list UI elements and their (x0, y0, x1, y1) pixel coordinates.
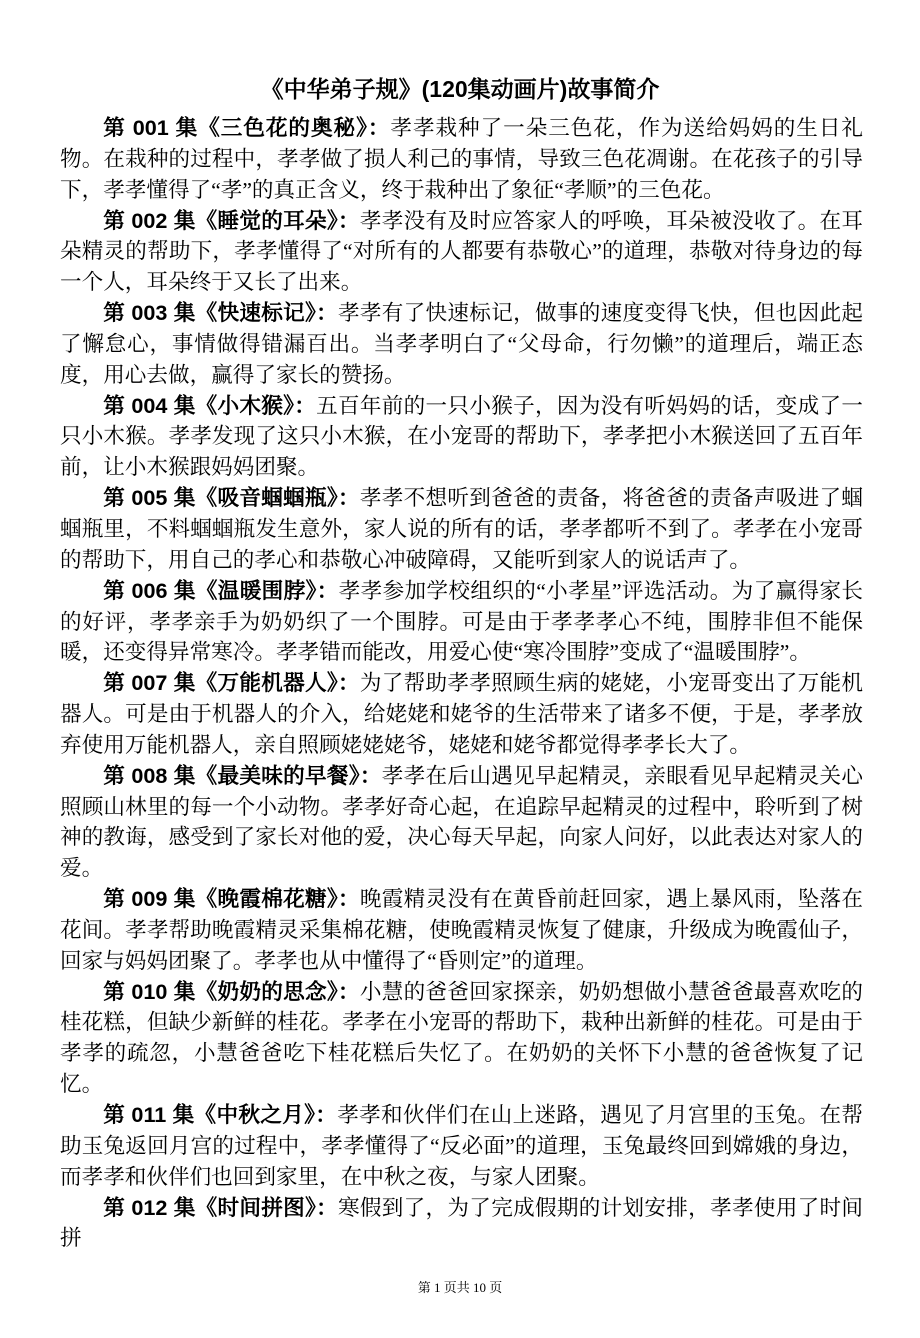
episode-summary: 孝孝栽种了一朵三色花，作为送给妈妈的生日礼物。在栽种的过程中，孝孝做了损人利己的事情，导致三色花凋谢。在花孩子的引导下，孝孝懂得了“孝”的真正含义，终于栽种出了象征“孝顺”的三色花。 (60, 116, 863, 202)
page-number: 第 1 页共 10 页 (417, 1280, 503, 1296)
episode-summary: 孝孝不想听到爸爸的责备，将爸爸的责备声吸进了蝈蝈瓶里，不料蝈蝈瓶发生意外，家人说的所有的话，孝孝都听不到了。孝孝在小宠哥的帮助下，用自己的孝心和恭敬心冲破障碍，又能听到家人的说话声了。 (60, 486, 863, 572)
episode-summary: 孝孝没有及时应答家人的呼唤，耳朵被没收了。在耳朵精灵的帮助下，孝孝懂得了“对所有的人都要有恭敬心”的道理，恭敬对待身边的每一个人，耳朵终于又长了出来。 (60, 208, 863, 295)
document-title: 《中华弟子规》(120集动画片)故事简介 (260, 76, 660, 102)
episode-008 (60, 761, 863, 884)
episode-summary: 孝孝在后山遇见早起精灵，亲眼看见早起精灵关心照顾山林里的每一个小动物。孝孝好奇心起，在追踪早起精灵的过程中，聆听到了树神的教诲，感受到了家长对他的爱，决心每天早起，向家人问好，以此表达对家人的爱。 (60, 763, 863, 881)
episode-heading: 第 005 集《吸音蝈蝈瓶》： (103, 485, 360, 511)
episode-005 (60, 483, 863, 576)
episode-summary: 孝孝和伙伴们在山上迷路，遇见了月宫里的玉兔。在帮助玉兔返回月宫的过程中，孝孝懂得了“反必面”的道理，玉兔最终回到嫦娥的身边，而孝孝和伙伴们也回到家里，在中秋之夜，与家人团聚。 (60, 1103, 863, 1189)
episode-summary: 晚霞精灵没有在黄昏前赶回家，遇上暴风雨，坠落在花间。孝孝帮助晚霞精灵采集棉花糖，使晚霞精灵恢复了健康，升级成为晚霞仙子，回家与妈妈团聚了。孝孝也从中懂得了“昏则定”的道理。 (60, 887, 863, 973)
episode-list (60, 113, 863, 1254)
episode-summary: 寒假到了，为了完成假期的计划安排，孝孝使用了时间拼 (60, 1195, 863, 1251)
episode-heading: 第 007 集《万能机器人》： (103, 670, 360, 696)
episode-001 (60, 113, 863, 206)
episode-heading: 第 002 集《睡觉的耳朵》： (103, 207, 360, 233)
episode-summary: 为了帮助孝孝照顾生病的姥姥，小宠哥变出了万能机器人。可是由于机器人的介入，给姥姥和姥爷的生活带来了诸多不便，于是，孝孝放弃使用万能机器人，亲自照顾姥姥姥爷，姥姥和姥爷都觉得孝孝长大了。 (60, 671, 863, 757)
episode-summary: 孝孝参加学校组织的“小孝星”评选活动。为了赢得家长的好评，孝孝亲手为奶奶织了一个围脖。可是由于孝孝孝心不纯，围脖非但不能保暖，还变得异常寒冷。孝孝错而能改，用爱心使“寒冷围脖”变成了“温暖围脖”。 (60, 578, 864, 665)
episode-heading: 第 010 集《奶奶的思念》： (103, 978, 360, 1004)
episode-004 (60, 391, 863, 484)
episode-006 (60, 576, 863, 669)
episode-012 (60, 1193, 863, 1255)
episode-heading: 第 001 集《三色花的奥秘》： (103, 115, 391, 140)
episode-heading: 第 008 集《最美味的早餐》： (103, 762, 382, 788)
episode-heading: 第 003 集《快速标记》： (103, 300, 338, 326)
episode-002 (60, 206, 863, 299)
episode-010 (60, 977, 863, 1100)
episode-heading: 第 009 集《晚霞棉花糖》： (103, 886, 360, 912)
episode-heading: 第 006 集《温暖围脖》： (103, 577, 339, 603)
episode-summary: 五百年前的一只小猴子，因为没有听妈妈的话，变成了一只小木猴。孝孝发现了这只小木猴，在小宠哥的帮助下，孝孝把小木猴送回了五百年前，让小木猴跟妈妈团聚。 (60, 393, 863, 480)
episode-heading: 第 011 集《中秋之月》： (103, 1102, 338, 1127)
episode-009 (60, 884, 863, 977)
episode-summary: 小慧的爸爸回家探亲，奶奶想做小慧爸爸最喜欢吃的桂花糕，但缺少新鲜的桂花。孝孝在小宠哥的帮助下，栽种出新鲜的桂花。可是由于孝孝的疏忽，小慧爸爸吃下桂花糕后失忆了。在奶奶的关怀下小慧的爸爸恢复了记忆。 (60, 979, 863, 1097)
episode-003 (60, 298, 863, 391)
episode-heading: 第 012 集《时间拼图》： (103, 1194, 338, 1220)
episode-011 (60, 1100, 863, 1193)
episode-heading: 第 004 集《小木猴》： (103, 392, 317, 418)
episode-007 (60, 668, 863, 761)
episode-summary: 孝孝有了快速标记，做事的速度变得飞快，但也因此起了懈怠心，事情做得错漏百出。当孝孝明白了“父母命，行勿懒”的道理后，端正态度，用心去做，赢得了家长的赞扬。 (60, 301, 863, 387)
